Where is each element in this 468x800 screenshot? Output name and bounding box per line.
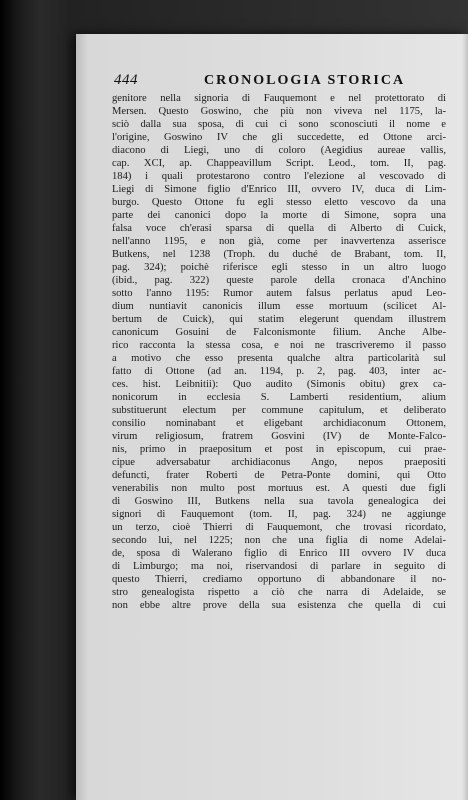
text-line: defuncti, frater Roberti de Petra-Ponte domini, qui Otto [112, 470, 446, 481]
text-line: dium nuntiavit canonicis illum esse mortuum (scilicet Al- [112, 301, 446, 312]
text-line: nell'anno 1195, e non già, come per inavvertenza asserisce [112, 236, 446, 247]
text-line: l'origine, Goswino IV che gli succedette, ed Ottone arci- [112, 132, 446, 143]
text-line: (ibid., pag. 322) queste parole della cronaca d'Anchino [112, 275, 446, 286]
page-header [114, 72, 444, 90]
text-line: di Limburgo; ma noi, riservandosi di parlare in seguito di [112, 561, 446, 572]
text-line: parte dei canonici dopo la morte di Simone, sopra una [112, 210, 446, 221]
text-line: sciò dalla sua sposa, di cui ci sono sconosciuti il nome e [112, 119, 446, 130]
text-line: di Goswino III, Butkens nella sua tavola genealogica dei [112, 496, 446, 507]
text-line: fatto di Ottone (ad an. 1194, p. 2, pag. 403, inter ac- [112, 366, 446, 377]
text-line: nis, primo in praepositum et post in episcopum, cui prae- [112, 444, 446, 455]
text-line: non ebbe altre prove della sua esistenza che quella di cui [112, 600, 446, 611]
text-line: falsa voce ch'erasi sparsa di quella di Alberto di Cuick, [112, 223, 446, 234]
text-line: bertum de Cuick), qui statim elegerunt quendam illustrem [112, 314, 446, 325]
text-line: cap. XCI, ap. Chappeavillum Script. Leod., tom. II, pag. [112, 158, 446, 169]
text-line: questo Thierri, crediamo opportuno di abbandonare il no- [112, 574, 446, 585]
text-line: consilio nominabant et eligebant archidiaconum Ottonem, [112, 418, 446, 429]
text-line: de, sposa di Walerano figlio di Enrico III ovvero IV duca [112, 548, 446, 559]
text-line: nonicorum in ecclesia S. Lamberti residentium, alium [112, 392, 446, 403]
text-line: a motivo che esso presenta qualche altra particolarità sul [112, 353, 446, 364]
running-title: CRONOLOGIA STORICA [204, 73, 406, 88]
text-line: canonicum Gosuini de Falconismonte filium. Anche Albe- [112, 327, 446, 338]
text-line: stro genealogista rispetto a ciò che narra di Adelaide, se [112, 587, 446, 598]
text-line: virum religiosum, fratrem Gosvini (IV) de Monte-Falco- [112, 431, 446, 442]
text-line: sotto l'anno 1195: Rumor autem falsus perlatus apud Leo- [112, 288, 446, 299]
text-line: venerabilis non multo post mortuus est. A questi due figli [112, 483, 446, 494]
body-text [112, 92, 446, 612]
text-line: burgo. Questo Ottone fu egli stesso eletto vescovo da una [112, 197, 446, 208]
text-line: ces. hist. Leibnitii): Quo audito (Simonis obitu) grex ca- [112, 379, 446, 390]
book-page [76, 34, 468, 800]
page-number: 444 [114, 72, 138, 88]
text-line: rico racconta la stessa cosa, e noi ne trascriveremo il passo [112, 340, 446, 351]
text-line: 184) i quali protestarono contro l'elezione al vescovado di [112, 171, 446, 182]
text-line: genitore nella signoria di Fauquemont e nel protettorato di [112, 93, 446, 104]
text-line: un terzo, cioè Thierri di Fauquemont, che trovasi ricordato, [112, 522, 446, 533]
text-line: Liegi di Simone figlio d'Enrico III, ovvero IV, duca di Lim- [112, 184, 446, 195]
text-line: secondo lui, nel 1225; non che una figlia di nome Adelai- [112, 535, 446, 546]
text-line: signori di Fauquemont (tom. II, pag. 324) ne aggiunge [112, 509, 446, 520]
text-line: pag. 324); poichè riferisce egli stesso in un altro luogo [112, 262, 446, 273]
text-line: Butkens, nel 1238 (Troph. du duché de Brabant, tom. II, [112, 249, 446, 260]
text-line: diacono di Liegi, uno di coloro (Aegidius aureae vallis, [112, 145, 446, 156]
text-line: cipue adversabatur archidiaconus Ango, nepos praepositi [112, 457, 446, 468]
text-line: Mersen. Questo Goswino, che più non viveva nel 1175, la- [112, 106, 446, 117]
text-line: substituerunt electum per commune capitulum, et deliberato [112, 405, 446, 416]
